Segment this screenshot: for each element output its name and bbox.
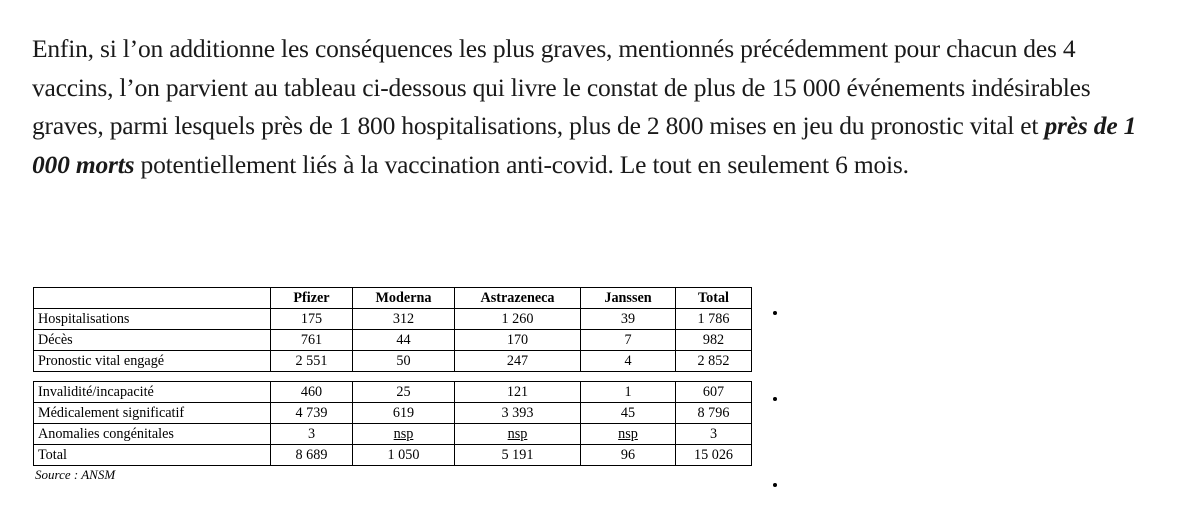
table-cell: 45 <box>581 403 676 424</box>
table-cell: 5 191 <box>455 445 581 466</box>
table-cell: 3 <box>271 424 353 445</box>
table-cell: 607 <box>676 382 752 403</box>
table-group-1 <box>33 287 752 372</box>
table-cell: 1 786 <box>676 309 752 330</box>
table-cell: 8 796 <box>676 403 752 424</box>
row-label: Anomalies congénitales <box>34 424 271 445</box>
table-cell: 7 <box>581 330 676 351</box>
table-cell: 170 <box>455 330 581 351</box>
row-label: Médicalement significatif <box>34 403 271 424</box>
table-cell: 2 551 <box>271 351 353 372</box>
table-cell: 2 852 <box>676 351 752 372</box>
table-cell: 3 <box>676 424 752 445</box>
row-label: Invalidité/incapacité <box>34 382 271 403</box>
table-cell: 25 <box>353 382 455 403</box>
header-empty <box>34 288 271 309</box>
row-label: Hospitalisations <box>34 309 271 330</box>
statistics-table-image <box>33 287 753 483</box>
table-cell: 4 739 <box>271 403 353 424</box>
table-row <box>34 382 752 403</box>
table-group-2 <box>33 381 752 466</box>
table-cell: nsp <box>353 424 455 445</box>
table-cell: nsp <box>455 424 581 445</box>
bullet-dot <box>773 311 777 315</box>
table-cell: 3 393 <box>455 403 581 424</box>
row-label: Pronostic vital engagé <box>34 351 271 372</box>
table-cell: 619 <box>353 403 455 424</box>
table-row <box>34 309 752 330</box>
table-row <box>34 351 752 372</box>
table-row <box>34 330 752 351</box>
header-moderna: Moderna <box>353 288 455 309</box>
header-janssen: Janssen <box>581 288 676 309</box>
table-cell: 15 026 <box>676 445 752 466</box>
table-row <box>34 424 752 445</box>
table-header-row <box>34 288 752 309</box>
table-cell: 175 <box>271 309 353 330</box>
table-cell: 312 <box>353 309 455 330</box>
table-cell: 460 <box>271 382 353 403</box>
table-cell: 4 <box>581 351 676 372</box>
table-row <box>34 403 752 424</box>
table-cell: 121 <box>455 382 581 403</box>
header-total: Total <box>676 288 752 309</box>
table-cell: 39 <box>581 309 676 330</box>
table-cell: 50 <box>353 351 455 372</box>
table-row <box>34 445 752 466</box>
table-cell: 1 050 <box>353 445 455 466</box>
header-astrazeneca: Astrazeneca <box>455 288 581 309</box>
table-cell: 1 260 <box>455 309 581 330</box>
bullet-dot <box>773 483 777 487</box>
paragraph-text-before: Enfin, si l’on additionne les conséquences les plus graves, mentionnés précédemment pour chacun des 4 vaccins, l’on parvient au tableau ci-dessous qui livre le constat de plus de 15 000 événements indésirables graves, parmi lesquels près de 1 800 hospitalisations, plus de 2 800 mises en jeu du pronostic vital et <box>32 34 1091 141</box>
source-caption: Source : ANSM <box>35 467 116 482</box>
header-pfizer: Pfizer <box>271 288 353 309</box>
table-cell: nsp <box>581 424 676 445</box>
paragraph-text-after: potentiellement liés à la vaccination anti-covid. Le tout en seulement 6 mois. <box>134 149 909 179</box>
table-cell: 44 <box>353 330 455 351</box>
table-cell: 8 689 <box>271 445 353 466</box>
table-cell: 96 <box>581 445 676 466</box>
table-cell: 982 <box>676 330 752 351</box>
row-label: Total <box>34 445 271 466</box>
row-label: Décès <box>34 330 271 351</box>
bullet-dot <box>773 397 777 401</box>
article-paragraph <box>32 30 1152 184</box>
table-cell: 1 <box>581 382 676 403</box>
table-cell: 247 <box>455 351 581 372</box>
emphasized-text: près de 1 000 morts <box>32 111 1137 179</box>
table-cell: 761 <box>271 330 353 351</box>
